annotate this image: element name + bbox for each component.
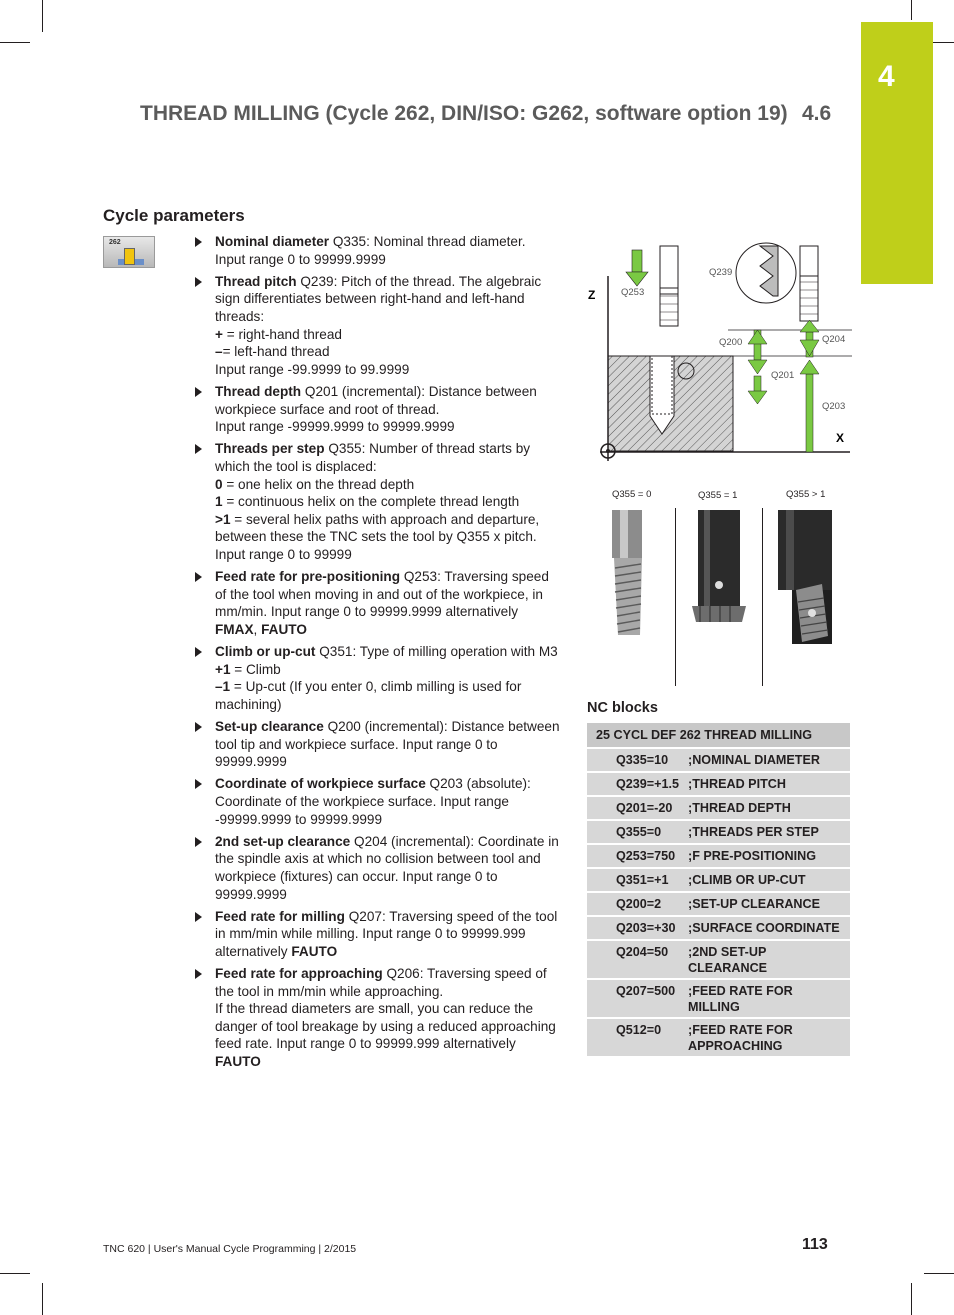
bullet-arrow-icon [195, 912, 202, 922]
parameter-description: Input range 0 to 99999.9999 [215, 251, 386, 267]
parameter-item [193, 965, 563, 1071]
footer-text: TNC 620 | User's Manual Cycle Programming | 2/2015 [103, 1243, 357, 1255]
bullet-arrow-icon [195, 837, 202, 847]
parameter-description: Q200 (incremental): Distance between tool tip and workpiece surface. Input range 0 to 99999.9999 [215, 719, 560, 770]
nc-block-code: Q203=+30 [616, 921, 676, 935]
photo-caption: Q355 > 1 [786, 489, 826, 500]
alternative-value: FAUTO [291, 943, 338, 959]
q204-label: Q204 [822, 334, 846, 345]
thread-milling-diagram [588, 236, 852, 466]
softkey-label: 262 [109, 239, 121, 246]
parameter-description: Q203 (absolute): Coordinate of the workpiece surface. Input range -99999.9999 to 99999.9999 [215, 776, 531, 827]
nc-block-row [587, 747, 850, 771]
nc-block-code: Q355=0 [616, 825, 662, 839]
nc-block-row [587, 891, 850, 915]
option-key: >1 [215, 511, 231, 527]
parameter-description: Q206: Traversing speed of the tool in mm/min while approaching. [215, 966, 547, 999]
nc-block-row [587, 795, 850, 819]
multi-thread-mill-photo [776, 510, 836, 644]
parameter-name: Threads per step [215, 441, 325, 457]
option-text: = one helix on the thread depth [222, 476, 415, 492]
bullet-arrow-icon [195, 237, 202, 247]
photo-divider [762, 508, 763, 686]
nc-block-code: Q201=-20 [616, 801, 673, 815]
nc-block-comment: ;THREAD DEPTH [688, 801, 791, 815]
chapter-tab [861, 22, 933, 284]
thread-mill-tool-icon [800, 246, 818, 321]
parameter-description: Q239: Pitch of the thread. The algebraic sign differentiates between right-hand and left-hand threads: [215, 273, 542, 324]
nc-block-row [587, 939, 850, 978]
nc-block-code: Q207=500 [616, 984, 676, 998]
bullet-arrow-icon [195, 387, 202, 397]
option-key: 0 [215, 476, 223, 492]
parameter-description: Q207: Traversing speed of the tool in mm/min while milling. Input range 0 to 99999.999 alternatively [215, 908, 558, 959]
nc-block-header: 25 CYCL DEF 262 THREAD MILLING [587, 723, 850, 747]
nc-block-row [587, 915, 850, 939]
parameter-item [193, 440, 563, 563]
parameter-description: Q355: Number of thread starts by which the tool is displaced: [215, 441, 531, 474]
nc-block-row [587, 867, 850, 891]
parameter-name: Climb or up-cut [215, 644, 316, 660]
parameter-option [215, 661, 563, 679]
parameter-range: Input range -99.9999 to 99.9999 [215, 361, 410, 377]
bullet-arrow-icon [195, 277, 202, 287]
crop-mark [0, 1273, 30, 1274]
option-text: = several helix paths with approach and departure, between these the TNC sets the tool by Q355 x pitch. Input range 0 to 99999 [215, 511, 540, 562]
parameter-name: Thread depth [215, 383, 302, 399]
option-key: +1 [215, 661, 231, 677]
parameter-item [193, 383, 563, 436]
feed-arrow-icon [632, 250, 642, 272]
nc-block-row [587, 1017, 850, 1056]
parameter-item [193, 833, 563, 903]
option-key: + [215, 326, 223, 342]
nc-block-comment: ;FEED RATE FOR MILLING [688, 984, 793, 1014]
parameter-item [193, 643, 563, 713]
parameter-name: Feed rate for pre-positioning [215, 569, 401, 585]
option-text: = Climb [230, 661, 281, 677]
nc-block-code: Q239=+1.5 [616, 777, 680, 791]
nc-blocks-table [587, 723, 850, 1056]
section-title: Cycle parameters [103, 206, 245, 225]
parameter-item [193, 273, 563, 379]
z-axis-label: Z [588, 288, 596, 302]
thread-mill-tool-icon [660, 246, 678, 326]
bullet-arrow-icon [195, 722, 202, 732]
parameter-description: Q253: Traversing speed of the tool when moving in and out of the workpiece, in mm/min. Input range 0 to 99999.9999 alternatively [215, 569, 549, 620]
section-number: 4.6 [802, 102, 832, 125]
nc-block-row [587, 843, 850, 867]
option-text: = Up-cut (If you enter 0, climb milling is used for machining) [215, 679, 522, 712]
nc-block-comment: ;THREAD PITCH [688, 777, 786, 791]
parameter-item [193, 908, 563, 961]
q239-label: Q239 [709, 267, 733, 278]
nc-block-comment: ;SET-UP CLEARANCE [688, 897, 821, 911]
nc-block-comment: ;THREADS PER STEP [688, 825, 819, 839]
nc-block-comment: ;FEED RATE FOR APPROACHING [688, 1023, 793, 1053]
thread-milling-softkey-icon [103, 236, 155, 268]
parameter-description: Input range -99999.9999 to 99999.9999 [215, 419, 455, 435]
tool-icon [124, 248, 135, 265]
thread-hole [650, 356, 674, 434]
nc-block-code: Q335=10 [616, 753, 669, 767]
single-thread-mill-photo [690, 510, 750, 630]
parameter-option [215, 326, 563, 344]
thread-tap-photo [606, 510, 650, 640]
option-key: 1 [215, 494, 223, 510]
parameter-name: Nominal diameter [215, 234, 330, 249]
parameter-item [193, 233, 563, 268]
separator: , [253, 621, 262, 637]
nc-block-row [587, 771, 850, 795]
nc-block-comment: ;NOMINAL DIAMETER [688, 753, 820, 767]
nc-block-code: Q200=2 [616, 897, 662, 911]
crop-mark [924, 1273, 954, 1274]
x-axis-label: X [836, 431, 845, 445]
bullet-arrow-icon [195, 572, 202, 582]
option-text: = left-hand thread [222, 344, 330, 360]
q201-label: Q201 [771, 370, 795, 381]
page-header-title: THREAD MILLING (Cycle 262, DIN/ISO: G262, software option 19) [140, 102, 788, 125]
photo-caption: Q355 = 0 [612, 489, 652, 500]
photo-divider [675, 508, 676, 686]
parameter-description: Q351: Type of milling operation with M3 [319, 644, 558, 660]
crop-mark [42, 0, 43, 32]
nc-block-row [587, 819, 850, 843]
parameter-option [215, 476, 563, 494]
parameter-item [193, 568, 563, 638]
parameter-list [193, 233, 563, 1075]
nc-block-code: Q512=0 [616, 1023, 662, 1037]
tool-photos [588, 476, 852, 686]
nc-block-code: Q351=+1 [616, 873, 669, 887]
page-number: 113 [802, 1236, 828, 1253]
parameter-description: If the thread diameters are small, you can reduce the danger of tool breakage by using a reduced approaching feed rate. Input range 0 to 99999.999 alternatively [215, 1001, 556, 1052]
nc-block-comment: ;F PRE-POSITIONING [688, 849, 817, 863]
parameter-option [215, 511, 563, 564]
option-key: – [215, 344, 223, 360]
photo-caption: Q355 = 1 [698, 490, 738, 501]
q200-label: Q200 [719, 337, 743, 348]
parameter-description: Q201 (incremental): Distance between workpiece surface and root of thread. [215, 383, 537, 417]
parameter-item [193, 718, 563, 771]
parameter-name: Feed rate for milling [215, 908, 345, 924]
option-key: –1 [215, 679, 231, 695]
chapter-number: 4 [878, 60, 895, 93]
bullet-arrow-icon [195, 779, 202, 789]
nc-block-code: Q253=750 [616, 849, 676, 863]
crop-mark [0, 42, 30, 43]
bullet-arrow-icon [195, 647, 202, 657]
crop-mark [911, 1283, 912, 1315]
bullet-arrow-icon [195, 444, 202, 454]
nc-block-comment: ;CLIMB OR UP-CUT [688, 873, 806, 887]
nc-blocks-title: NC blocks [587, 700, 658, 716]
parameter-name: Set-up clearance [215, 719, 324, 734]
parameter-name: 2nd set-up clearance [215, 833, 351, 849]
option-text: = right-hand thread [222, 326, 342, 342]
parameter-option [215, 678, 563, 713]
parameter-description: Q335: Nominal thread diameter. [332, 234, 526, 249]
parameter-name: Thread pitch [215, 273, 297, 289]
nc-block-comment: ;SURFACE COORDINATE [688, 921, 840, 935]
option-text: = continuous helix on the complete thread length [222, 494, 520, 510]
crop-mark [42, 1283, 43, 1315]
parameter-description: Q204 (incremental): Coordinate in the spindle axis at which no collision between tool and workpiece (fixtures) can occur. Input range 0 to 99999.9999 [215, 833, 559, 902]
bullet-arrow-icon [195, 969, 202, 979]
crop-mark [911, 0, 912, 20]
parameter-option [215, 343, 563, 361]
thread-detail-icon [736, 243, 796, 303]
parameter-option [215, 493, 563, 511]
parameter-item [193, 775, 563, 828]
q203-label: Q203 [822, 401, 846, 412]
parameter-name: Feed rate for approaching [215, 966, 383, 982]
nc-block-comment: ;2ND SET-UP CLEARANCE [688, 945, 768, 975]
alternative-value: FAUTO [215, 1054, 261, 1070]
nc-block-row [587, 978, 850, 1017]
q253-label: Q253 [621, 287, 645, 298]
parameter-name: Coordinate of workpiece surface [215, 776, 426, 792]
alternative-value: FAUTO [261, 621, 307, 637]
alternative-value: FMAX [215, 621, 254, 637]
nc-block-code: Q204=50 [616, 945, 669, 959]
